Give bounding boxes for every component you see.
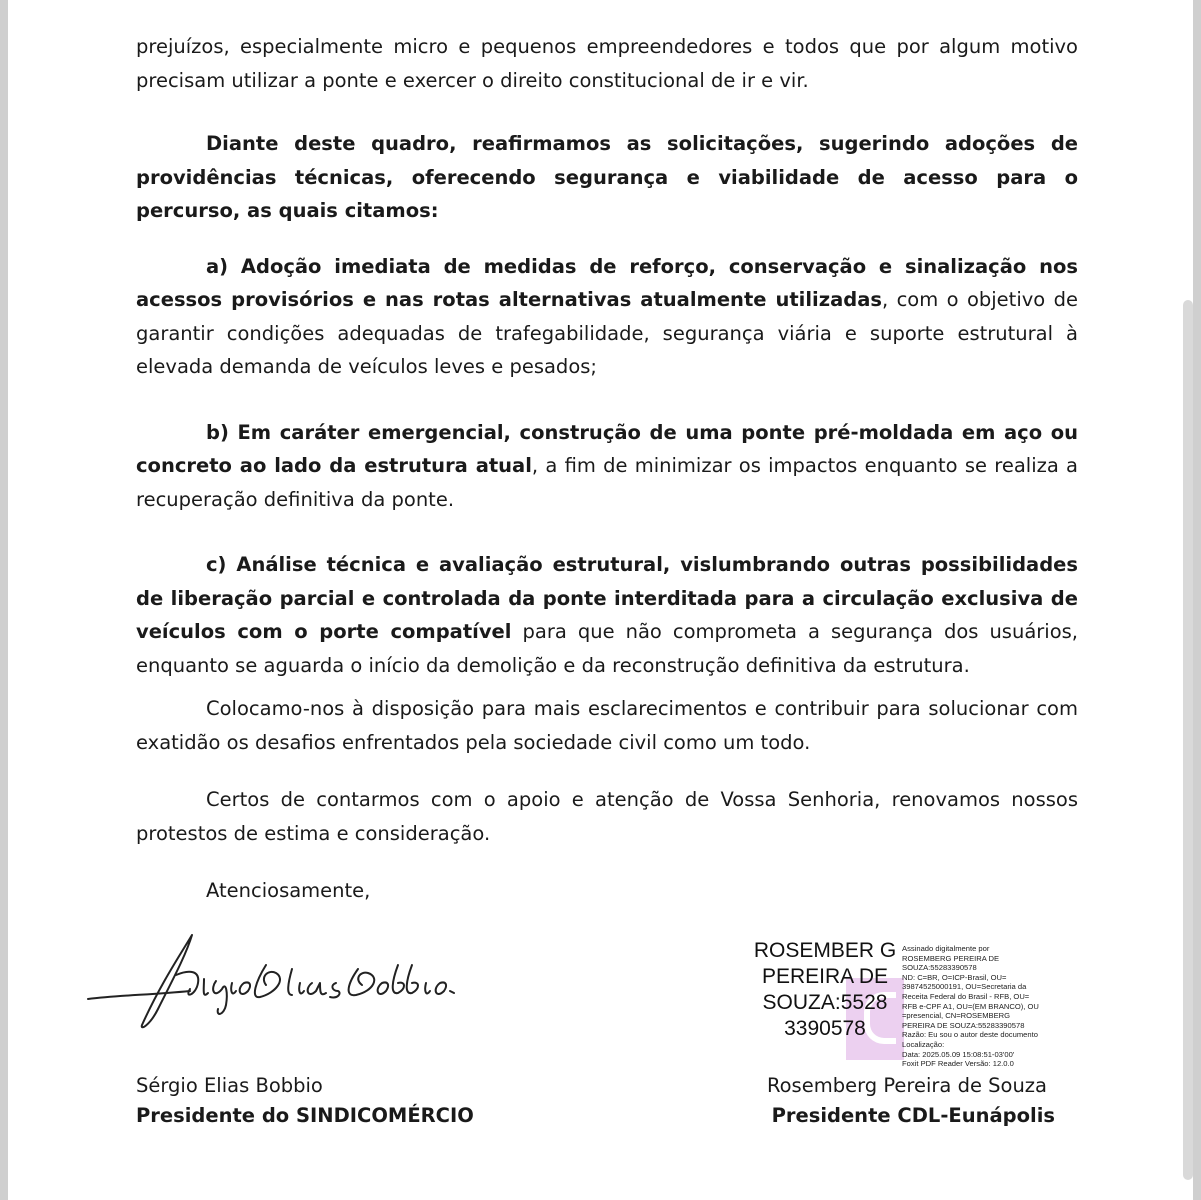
letter-body [136, 30, 1078, 908]
paragraph-1: prejuízos, especialmente micro e pequenos empreendedores e todos que por algum motivo precisam utilizar a ponte e exercer o direito constitucional de ir e vir. [136, 35, 1078, 92]
paragraph-4: Certos de contarmos com o apoio e atenção de Vossa Senhoria, renovamos nossos protestos de estima e consideração. [136, 788, 1078, 845]
signatory-left [136, 1071, 474, 1131]
signatory-left-role: Presidente do SINDICOMÉRCIO [136, 1104, 474, 1127]
request-item-b [136, 416, 1078, 517]
request-item-c-text: para que não comprometa a segurança dos usuários, enquanto se aguarda o início da demolição e da reconstrução definitiva da estrutura. [136, 620, 1078, 677]
handwritten-signature [80, 925, 460, 1045]
digital-signature-details: Assinado digitalmente por ROSEMBERG PEREIRA DE SOUZA:55283390578 ND: C=BR, O=ICP-Brasil, OU= 39874525000191, OU=Secretaria da Receita Federal do Brasil - RFB, OU= RFB e-CPF A1, OU=(EM BRANCO), OU =presencial, CN=ROSEMBERG PEREIRA DE SOUZA:55283390578 Razão: Eu sou o autor deste documento Localização: Data: 2025.05.09 15:08:51-03'00' Foxit PDF Reader Versão: 12.0.0 [902, 944, 1039, 1069]
paragraph-2: Diante deste quadro, reafirmamos as solicitações, sugerindo adoções de providências técnicas, oferecendo segurança e viabilidade de acesso para o percurso, as quais citamos: [136, 132, 1078, 222]
digital-signature-name: ROSEMBER G PEREIRA DE SOUZA:5528 3390578 [753, 939, 897, 1040]
signatory-left-name: Sérgio Elias Bobbio [136, 1074, 323, 1097]
request-item-a [136, 250, 1078, 384]
request-item-c [136, 548, 1078, 682]
request-item-c-bold: c) Análise técnica e avaliação estrutural, vislumbrando outras possibilidades de liberação parcial e controlada da ponte interditada para a circulação exclusiva de veículos com o porte compatível [136, 553, 1078, 643]
request-item-a-text: , com o objetivo de garantir condições adequadas de trafegabilidade, segurança viária e suporte estrutural à elevada demanda de veículos leves e pesados; [136, 288, 1078, 378]
signatory-right-name: Rosemberg Pereira de Souza [766, 1074, 1047, 1097]
request-item-b-text: , a fim de minimizar os impactos enquanto se realiza a recuperação definitiva da ponte. [136, 454, 1078, 511]
signatory-right [700, 1071, 1055, 1131]
closing: Atenciosamente, [206, 879, 371, 902]
request-item-b-bold: b) Em caráter emergencial, construção de uma ponte pré-moldada em aço ou concreto ao lado da estrutura atual [136, 420, 1078, 477]
signatory-right-role: Presidente CDL-Eunápolis [771, 1104, 1055, 1127]
scrollbar[interactable] [1183, 300, 1193, 1180]
request-item-a-bold: a) Adoção imediata de medidas de reforço, conservação e sinalização nos acessos provisórios e nas rotas alternativas atualmente utilizadas [136, 254, 1078, 311]
paragraph-3: Colocamo-nos à disposição para mais esclarecimentos e contribuir para solucionar com exatidão os desafios enfrentados pela sociedade civil como um todo. [136, 697, 1078, 754]
